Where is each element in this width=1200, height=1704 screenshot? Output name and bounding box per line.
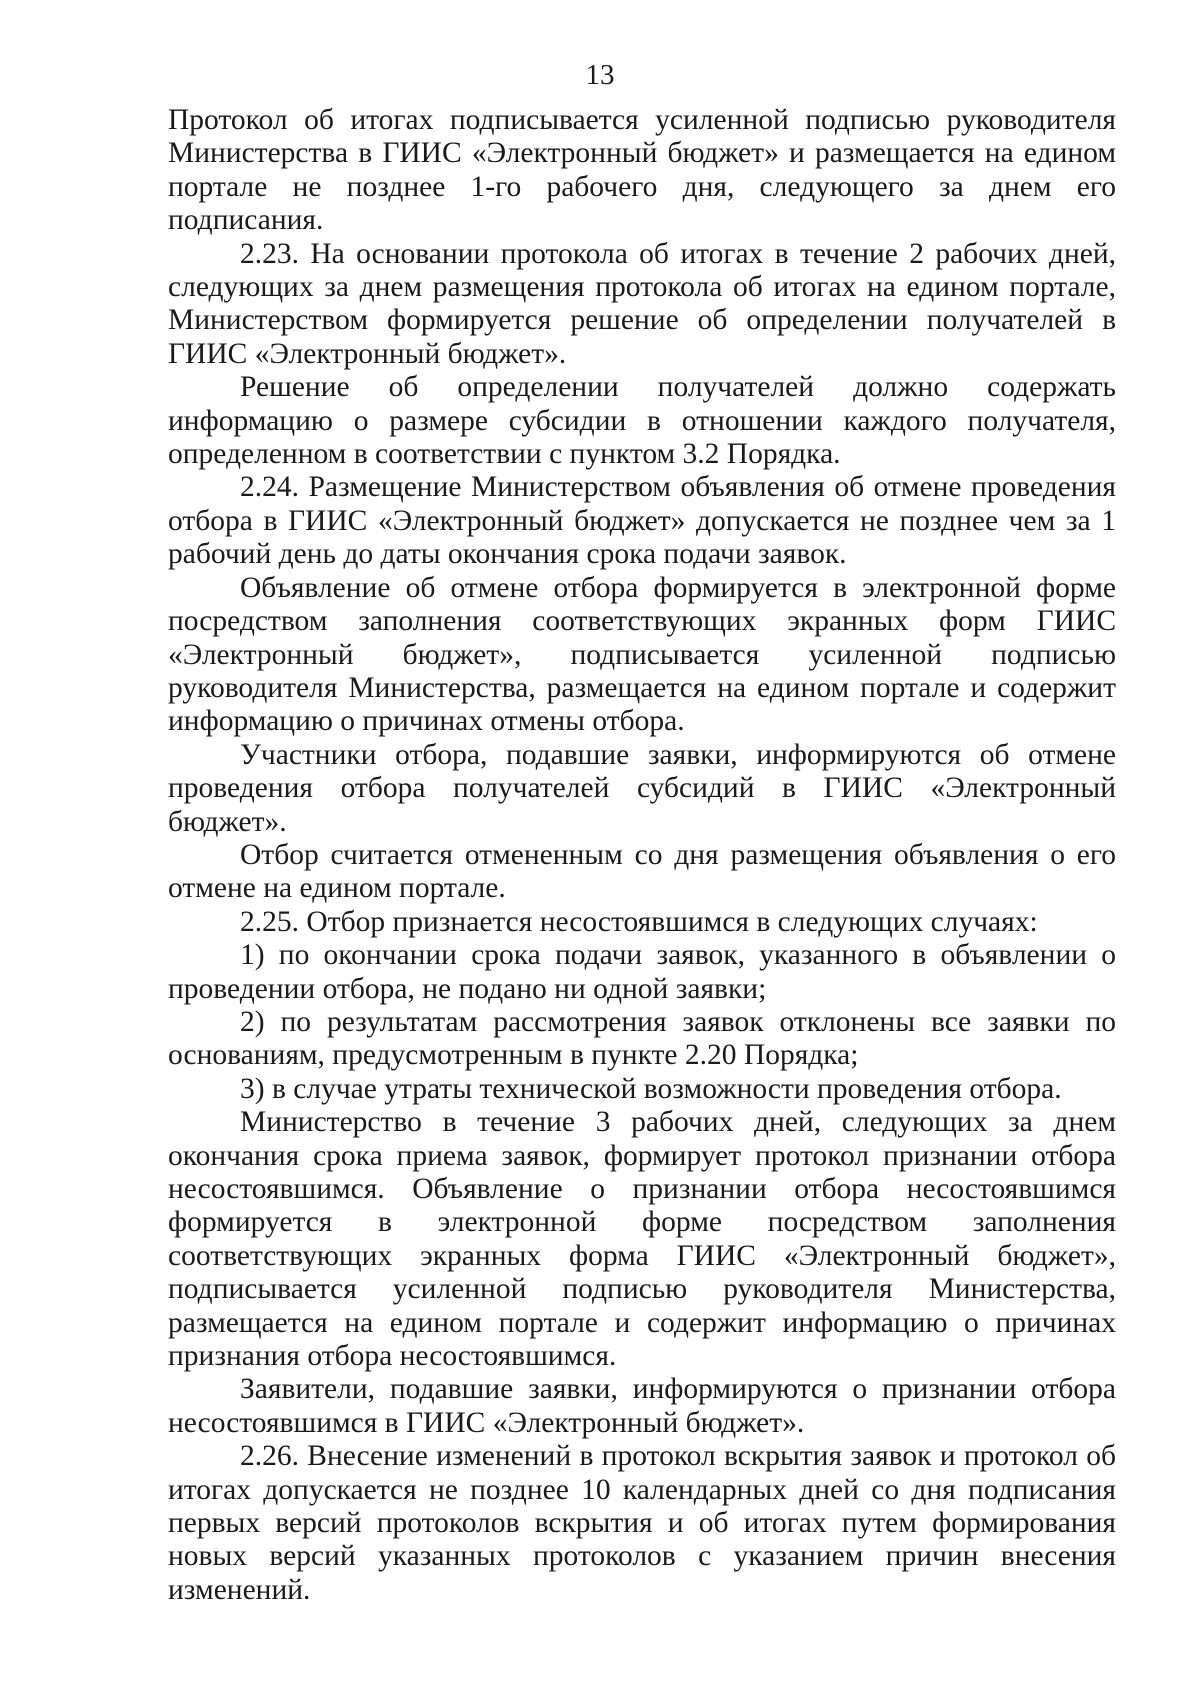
paragraph-2-26: 2.26. Внесение изменений в протокол вскрытия заявок и протокол об итогах допускается не позднее 10 календарных дней со дня подписания первых версий протоколов вскрытия и об итогах путем формирования новых версий указанных протоколов с указанием причин внесения изменений. (168, 1440, 1116, 1606)
list-item-3: 3) в случае утраты технической возможности проведения отбора. (240, 1072, 1062, 1105)
paragraph-protocol-signing: Протокол об итогах подписывается усиленной подписью руководителя Министерства в ГИИС «Электронный бюджет» и размещается на едином портале не позднее 1-го рабочего дня, следующего за днем его подписания. (168, 104, 1116, 237)
paragraph-decision-content: Решение об определении получателей должно содержать информацию о размере субсидии в отношении каждого получателя, определенном в соответствии с пунктом 3.2 Порядка. (168, 371, 1116, 471)
document-body (168, 104, 1116, 1607)
paragraph-2-25: 2.25. Отбор признается несостоявшимся в следующих случаях: (240, 905, 1038, 938)
paragraph-2-23: 2.23. На основании протокола об итогах в течение 2 рабочих дней, следующих за днем размещения протокола об итогах на едином портале, Министерством формируется решение об определении получателей в ГИИС «Электронный бюджет». (168, 237, 1116, 370)
paragraph-participants-informed: Участники отбора, подавшие заявки, информируются об отмене проведения отбора получателей субсидий в ГИИС «Электронный бюджет». (168, 738, 1116, 838)
paragraph-applicants-informed: Заявители, подавшие заявки, информируются о признании отбора несостоявшимся в ГИИС «Электронный бюджет». (168, 1373, 1116, 1439)
list-item-2: 2) по результатам рассмотрения заявок отклонены все заявки по основаниям, предусмотренным в пункте 2.20 Порядка; (168, 1005, 1116, 1072)
paragraph-failed-selection-protocol: Министерство в течение 3 рабочих дней, следующих за днем окончания срока приема заявок, формирует протокол признании отбора несостоявшимся. Объявление о признании отбора несостоявшимся формируется в электронной форме посредством заполнения соответствующих экранных форма ГИИС «Электронный бюджет», подписывается усиленной подписью руководителя Министерства, размещается на едином портале и содержит информацию о причинах признания отбора несостоявшимся. (168, 1106, 1116, 1373)
paragraph-cancelled-from-date: Отбор считается отмененным со дня размещения объявления о его отмене на едином портале. (168, 838, 1116, 905)
page-number: 13 (585, 59, 615, 91)
list-item-1: 1) по окончании срока подачи заявок, указанного в объявлении о проведении отбора, не подано ни одной заявки; (168, 939, 1116, 1005)
paragraph-cancellation-notice: Объявление об отмене отбора формируется в электронной форме посредством заполнения соответствующих экранных форм ГИИС «Электронный бюджет», подписывается усиленной подписью руководителя Министерства, размещается на едином портале и содержит информацию о причинах отмены отбора. (168, 571, 1116, 738)
paragraph-2-24: 2.24. Размещение Министерством объявления об отмене проведения отбора в ГИИС «Электронный бюджет» допускается не позднее чем за 1 рабочий день до даты окончания срока подачи заявок. (168, 471, 1116, 571)
